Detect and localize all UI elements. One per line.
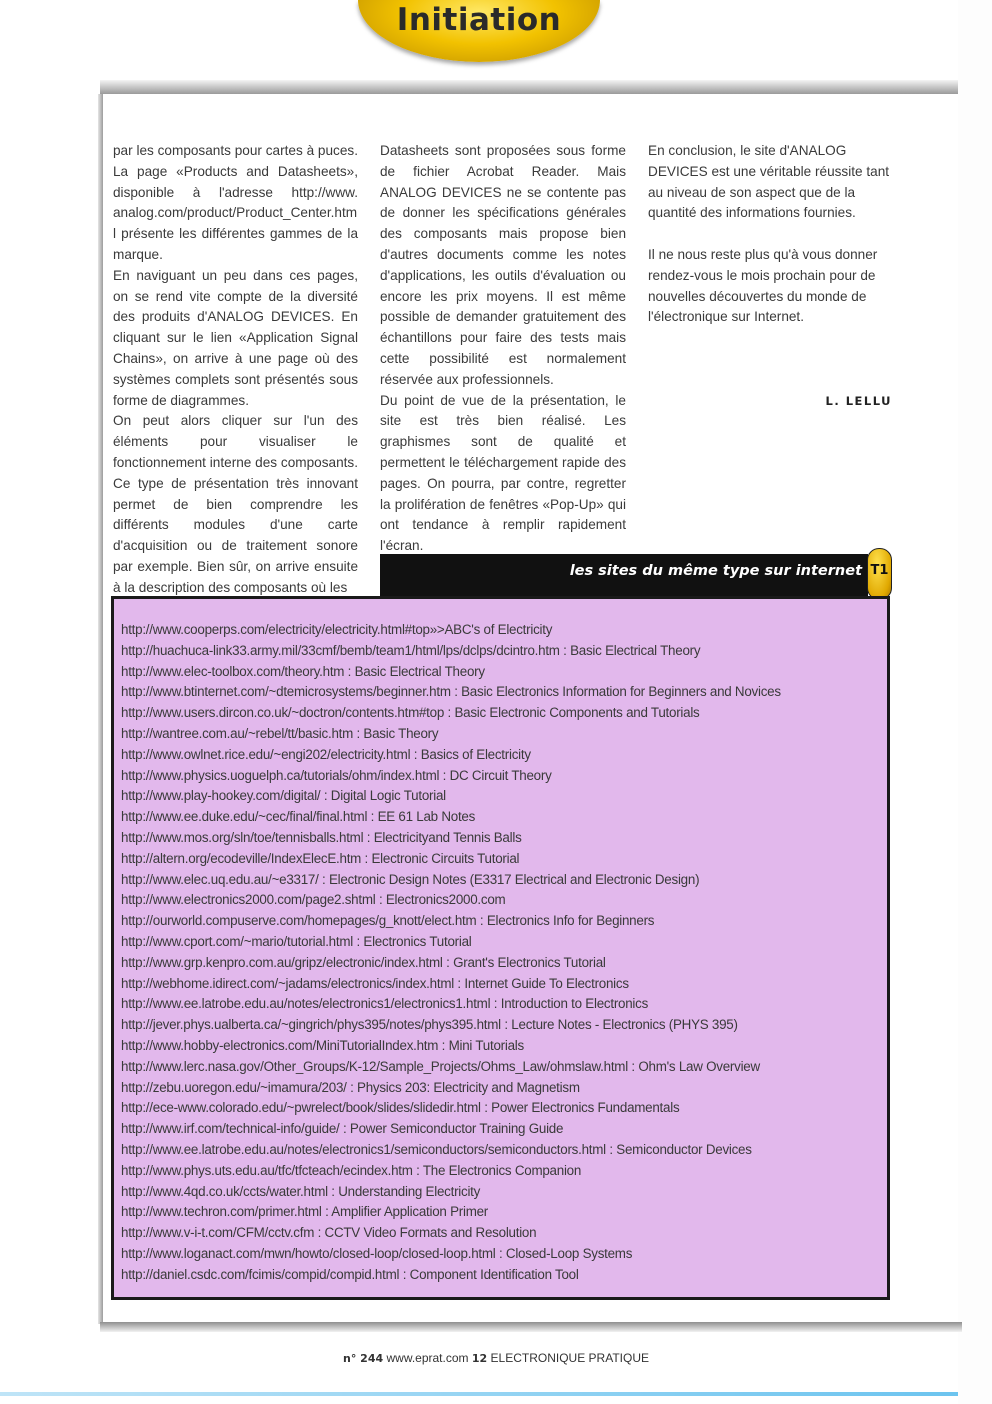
paragraph: On peut alors cliquer sur l'un des éléments pour visualiser le fonctionnement interne des composants. Ce type de présentation très innovant permet de bien comprendre les différents modules d'une carte d'acquisition ou de traitement sonore par exemple. Bien sûr, on arrive ensuite à la description des composants où les (113, 413, 358, 595)
site-link[interactable]: http://www.ee.latrobe.edu.au/notes/electronics1/semiconductors/semiconductors.html : Semiconductor Devices (121, 1141, 752, 1157)
site-link[interactable]: http://www.4qd.co.uk/ccts/water.html : Understanding Electricity (121, 1183, 481, 1199)
frame-top-shadow (100, 80, 958, 94)
sites-box (111, 596, 890, 1300)
site-link[interactable]: http://www.owlnet.rice.edu/~engi202/electricity.html : Basics of Electricity (121, 746, 531, 762)
sites-box-tag (867, 548, 892, 600)
site-link[interactable]: http://www.cport.com/~mario/tutorial.html : Electronics Tutorial (121, 933, 472, 949)
paragraph: En naviguant un peu dans ces pages, on se rend vite compte de la diversité des produits d'ANALOG DEVICES. En cliquant sur le lien «Application Signal Chains», on arrive à une page où des systèmes complets sont présentés sous forme de diagrammes. (113, 267, 358, 408)
site-link[interactable]: http://www.irf.com/technical-info/guide/ : Power Semiconductor Training Guide (121, 1121, 564, 1137)
site-link[interactable]: http://www.phys.uts.edu.au/tfc/tfcteach/ecindex.htm : The Electronics Companion (121, 1162, 582, 1178)
site-link[interactable]: http://ece-www.colorado.edu/~pwrelect/book/slides/slidedir.html : Power Electronics Fundamentals (121, 1100, 680, 1116)
page-footer (0, 1351, 992, 1365)
site-link[interactable]: http://jever.phys.ualberta.ca/~gingrich/phys395/notes/phys395.html : Lecture Notes - Electronics (PHYS 395) (121, 1017, 738, 1033)
paragraph: Du point de vue de la présentation, le site est très bien réalisé. Les graphismes sont de qualité et permettent le téléchargement rapide des pages. On pourra, par contre, regretter la prolifération de fenêtres «Pop-Up» qui ont tendance à remplir rapidement l'écran. (380, 392, 626, 554)
author-signature: L. LELLU (825, 394, 892, 408)
site-link[interactable]: http://www.users.dircon.co.uk/~doctron/contents.htm#top : Basic Electronic Components and Tutorials (121, 705, 700, 721)
section-badge (358, 0, 600, 62)
site-link[interactable]: http://www.electronics2000.com/page2.shtml : Electronics2000.com (121, 892, 506, 908)
site-link[interactable]: http://www.techron.com/primer.html : Amplifier Application Primer (121, 1204, 489, 1220)
article-column-3 (648, 141, 893, 328)
paragraph: par les composants pour cartes à puces. La page «Products and Datasheets», disponible à l'adresse http://www. analog.com/product/Product_Center.htm l présente les différentes gammes de la marque. (113, 143, 358, 262)
paragraph-spacer (648, 224, 893, 245)
page-right-margin (958, 0, 992, 1404)
site-link[interactable]: http://www.elec-toolbox.com/theory.htm : Basic Electrical Theory (121, 663, 485, 679)
article-column-1 (113, 141, 358, 599)
footer-issue: n° 244 (343, 1352, 384, 1365)
site-link[interactable]: http://www.ee.latrobe.edu.au/notes/electronics1/electronics1.html : Introduction to Electronics (121, 996, 649, 1012)
site-link[interactable]: http://www.btinternet.com/~dtemicrosystems/beginner.htm : Basic Electronics Information for Beginners and Novices (121, 684, 781, 700)
site-link[interactable]: http://www.hobby-electronics.com/MiniTutorialIndex.htm : Mini Tutorials (121, 1037, 524, 1053)
bottom-blue-rule (0, 1392, 958, 1396)
site-link[interactable]: http://wantree.com.au/~rebel/tt/basic.htm : Basic Theory (121, 725, 439, 741)
frame-left-shadow (98, 94, 103, 1324)
site-link[interactable]: http://www.physics.uoguelph.ca/tutorials/ohm/index.html : DC Circuit Theory (121, 767, 552, 783)
footer-site[interactable]: www.eprat.com (386, 1351, 469, 1365)
site-link[interactable]: http://www.play-hookey.com/digital/ : Digital Logic Tutorial (121, 788, 446, 804)
site-link[interactable]: http://www.elec.uq.edu.au/~e3317/ : Electronic Design Notes (E3317 Electrical and Electronic Design) (121, 871, 700, 887)
site-link[interactable]: http://daniel.csdc.com/fcimis/compid/compid.html : Component Identification Tool (121, 1266, 579, 1282)
site-link[interactable]: http://www.v-i-t.com/CFM/cctv.cfm : CCTV Video Formats and Resolution (121, 1225, 537, 1241)
paragraph: En conclusion, le site d'ANALOG DEVICES est une véritable réussite tant au niveau de son aspect que de la quantité des informations fournies. (648, 143, 890, 221)
article-column-2 (380, 141, 626, 557)
site-link[interactable]: http://zebu.uoregon.edu/~imamura/203/ : Physics 203: Electricity and Magnetism (121, 1079, 580, 1095)
site-link[interactable]: http://altern.org/ecodeville/IndexElecE.htm : Electronic Circuits Tutorial (121, 850, 520, 866)
footer-magazine: ELECTRONIQUE PRATIQUE (490, 1351, 649, 1365)
site-link[interactable]: http://www.grp.kenpro.com.au/gripz/electronic/index.html : Grant's Electronics Tutorial (121, 954, 606, 970)
sites-box-title: les sites du même type sur internet (569, 563, 862, 579)
site-link[interactable]: http://www.loganact.com/mwn/howto/closed-loop/closed-loop.html : Closed-Loop Systems (121, 1245, 633, 1261)
sites-list (121, 620, 781, 1286)
footer-page-number: 12 (471, 1352, 488, 1365)
paragraph: Il ne nous reste plus qu'à vous donner rendez-vous le mois prochain pour de nouvelles découvertes du monde de l'électronique sur Internet. (648, 246, 878, 325)
site-link[interactable]: http://ourworld.compuserve.com/homepages/g_knott/elect.htm : Electronics Info for Beginners (121, 913, 655, 929)
site-link[interactable]: http://www.cooperps.com/electricity/electricity.html#top»>ABC's of Electricity (121, 622, 553, 637)
site-link[interactable]: http://huachuca-link33.army.mil/33cmf/bemb/team1/html/lps/dclps/dcintro.htm : Basic Electrical Theory (121, 642, 701, 658)
section-title: Initiation (396, 2, 562, 38)
site-link[interactable]: http://www.lerc.nasa.gov/Other_Groups/K-12/Sample_Projects/Ohms_Law/ohmslaw.html : Ohm's Law Overview (121, 1058, 760, 1074)
paragraph: Datasheets sont proposées sous forme de fichier Acrobat Reader. Mais ANALOG DEVICES ne se contente pas de donner les spécifications générales des composants mais propose bien d'autres documents comme les notes d'applications, les outils d'évaluation ou encore les prix moyens. Il est même possible de demander gratuitement des échantillons pour faire des tests mais cette possibilité est normalement réservée aux professionnels. (380, 143, 626, 387)
site-link[interactable]: http://webhome.idirect.com/~jadams/electronics/index.html : Internet Guide To Electronics (121, 975, 629, 991)
site-link[interactable]: http://www.mos.org/sln/toe/tennisballs.html : Electricityand Tennis Balls (121, 829, 522, 845)
sites-box-title-bar (380, 554, 868, 596)
site-link[interactable]: http://www.ee.duke.edu/~cec/final/final.html : EE 61 Lab Notes (121, 809, 476, 825)
sites-box-tag-label: T1 (870, 563, 889, 578)
frame-bottom-shadow (100, 1322, 962, 1332)
